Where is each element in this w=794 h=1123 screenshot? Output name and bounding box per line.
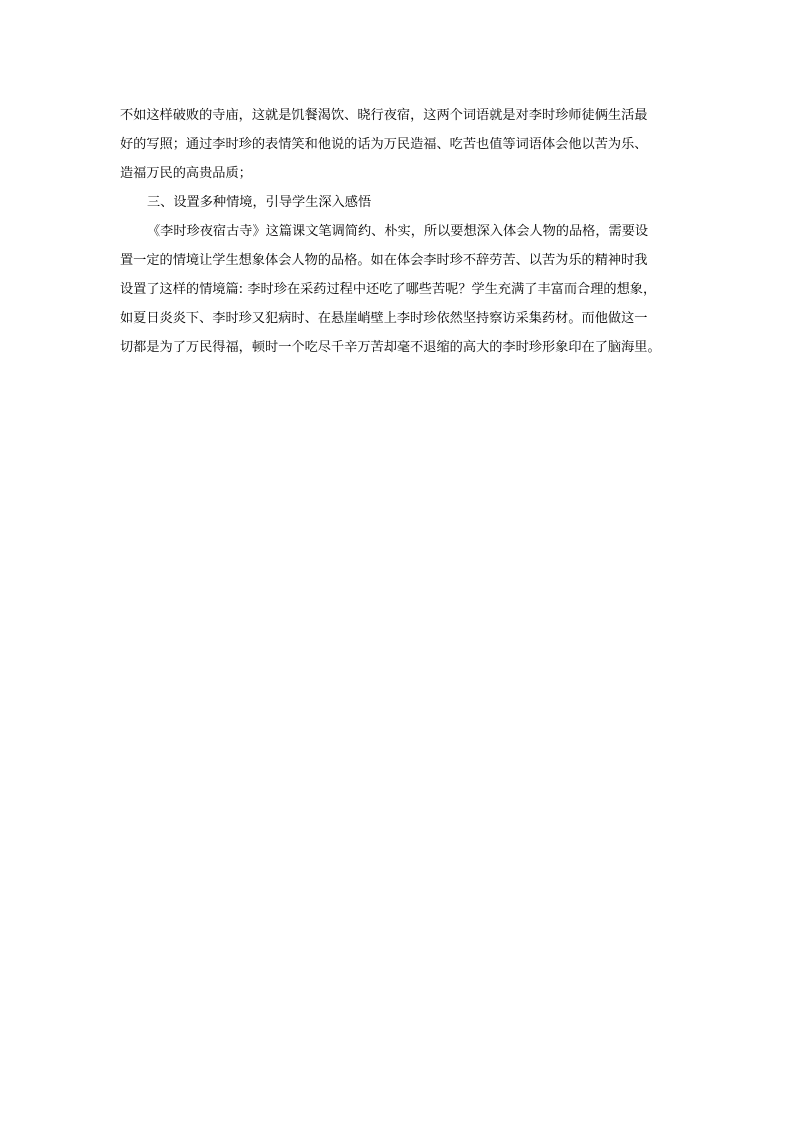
body-text xyxy=(120,101,680,362)
text-line-6: 置一定的情境让学生想象体会人物的品格。如在体会李时珍不辞劳苦、以苦为乐的精神时我 xyxy=(120,253,648,268)
text-line-5: 《李时珍夜宿古寺》这篇课文笔调简约、朴实，所以要想深入体会人物的品格，需要设 xyxy=(147,224,649,239)
text-line-1: 不如这样破败的寺庙，这就是饥餐渴饮、晓行夜宿，这两个词语就是对李时珍师徒俩生活最 xyxy=(120,108,648,123)
text-line-9: 切都是为了万民得福，顿时一个吃尽千辛万苦却毫不退缩的高大的李时珍形象印在了脑海里。 xyxy=(120,340,661,355)
text-line-2: 好的写照；通过李时珍的表情笑和他说的话为万民造福、吃苦也值等词语体会他以苦为乐、 xyxy=(120,137,648,152)
text-line-7: 设置了这样的情境篇: 李时珍在采药过程中还吃了哪些苦呢？学生充满了丰富而合理的想象， xyxy=(120,282,657,297)
text-line-8: 如夏日炎炎下、李时珍又犯病时、在悬崖峭壁上李时珍依然坚持察访采集药材。而他做这一 xyxy=(120,311,648,326)
text-line-3: 造福万民的高贵品质； xyxy=(120,166,252,181)
section-heading: 三、设置多种情境，引导学生深入感悟 xyxy=(147,195,372,210)
